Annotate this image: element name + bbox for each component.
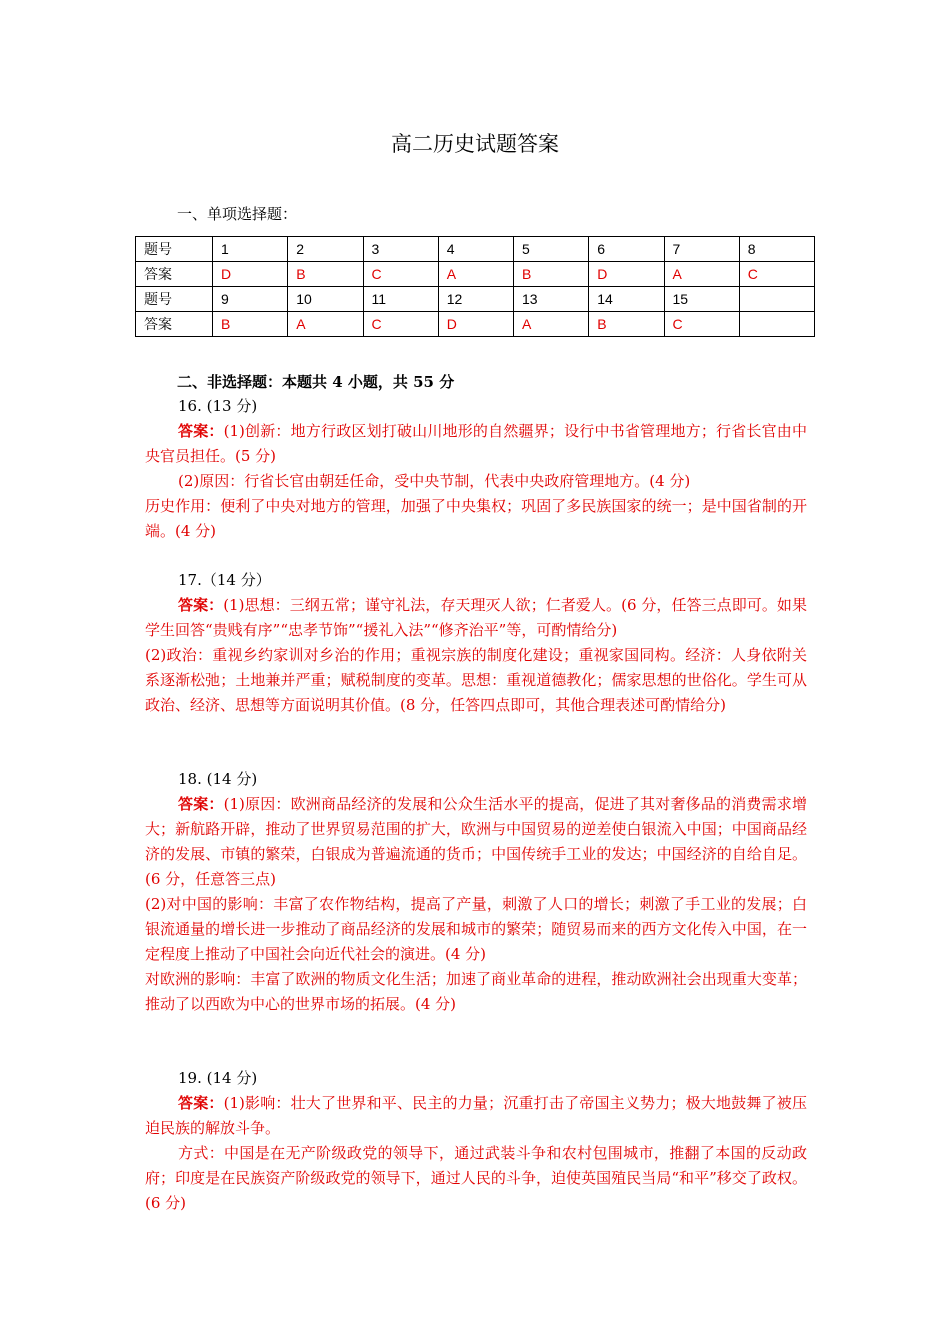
answer-cell: D: [589, 262, 664, 287]
answer-cell: C: [363, 262, 438, 287]
question-number-cell: 2: [288, 237, 363, 262]
question-number-cell: 8: [739, 237, 814, 262]
answer-cell: B: [288, 262, 363, 287]
question-17-number: 17.（14 分）: [178, 571, 271, 589]
answer-label: 答案：: [178, 596, 224, 614]
answer-cell: A: [664, 262, 739, 287]
question-number-cell: 11: [363, 287, 438, 312]
answer-cell: A: [438, 262, 513, 287]
section2-heading: 二、非选择题：本题共 4 小题，共 55 分: [177, 373, 455, 391]
answer-cell: C: [739, 262, 814, 287]
question-number-cell: [739, 287, 814, 312]
answer-text: (1)原因：欧洲商品经济的发展和公众生活水平的提高，促进了其对奢侈品的消费需求增大；新航路开辟，推动了世界贸易范围的扩大，欧洲与中国贸易的逆差使白银流入中国；中国商品经济的发展、市镇的繁荣，白银成为普遍流通的货币；中国传统手工业的发达；中国经济的自给自足。(6 分，任意答三点): [145, 795, 807, 888]
question-number-cell: 13: [514, 287, 589, 312]
answer-label: 答案: [136, 262, 213, 287]
question-18-block: [145, 767, 807, 1017]
multiple-choice-answer-table: [135, 236, 815, 337]
question-19-number: 19. (14 分): [178, 1069, 258, 1087]
question-16-number: 16. (13 分): [178, 397, 258, 415]
question-number-cell: 3: [363, 237, 438, 262]
answer-text: (1)思想：三纲五常；谨守礼法，存天理灭人欲；仁者爱人。(6 分，任答三点即可。如果学生回答“贵贱有序”“忠孝节饰”“援礼入法”“修齐治平”等，可酌情给分): [145, 596, 807, 639]
answer-cell: A: [288, 312, 363, 337]
answer-cell: C: [664, 312, 739, 337]
question-19-answer-part1: [145, 1091, 807, 1141]
question-18-answer-part2: (2)对中国的影响：丰富了农作物结构，提高了产量，刺激了人口的增长；刺激了手工业的发展；白银流通量的增长进一步推动了商品经济的发展和城市的繁荣；随贸易而来的西方文化传入中国，在一定程度上推动了中国社会向近代社会的演进。(4 分): [145, 895, 807, 963]
table-row: [136, 312, 815, 337]
question-number-cell: 6: [589, 237, 664, 262]
question-number-cell: 4: [438, 237, 513, 262]
question-number-cell: 7: [664, 237, 739, 262]
question-16-block: [145, 394, 807, 544]
answer-cell: [739, 312, 814, 337]
question-number-cell: 10: [288, 287, 363, 312]
page-title: 高二历史试题答案: [391, 132, 559, 156]
question-number-cell: 9: [213, 287, 288, 312]
answer-text: (1)影响：壮大了世界和平、民主的力量；沉重打击了帝国主义势力；极大地鼓舞了被压迫民族的解放斗争。: [145, 1094, 807, 1137]
answer-cell: A: [514, 312, 589, 337]
question-18-answer-part3: 对欧洲的影响：丰富了欧洲的物质文化生活；加速了商业革命的进程，推动欧洲社会出现重大变革；推动了以西欧为中心的世界市场的拓展。(4 分): [145, 970, 807, 1013]
question-19-block: [145, 1066, 807, 1216]
question-19-answer-part2: 方式：中国是在无产阶级政党的领导下，通过武装斗争和农村包围城市，推翻了本国的反动政府；印度是在民族资产阶级政党的领导下，通过人民的斗争，迫使英国殖民当局“和平”移交了政权。(6 分): [145, 1144, 807, 1212]
question-number-cell: 1: [213, 237, 288, 262]
question-17-answer-part1: [145, 593, 807, 643]
question-17-block: [145, 568, 807, 718]
question-16-answer-part1: [145, 419, 807, 469]
question-16-answer-part2: (2)原因：行省长官由朝廷任命，受中央节制，代表中央政府管理地方。(4 分): [178, 472, 691, 490]
answer-label: 答案：: [178, 795, 224, 813]
answer-cell: D: [438, 312, 513, 337]
question-number-cell: 12: [438, 287, 513, 312]
answer-label: 答案：: [178, 1094, 224, 1112]
question-number-label: 题号: [136, 237, 213, 262]
question-16-answer-part3: 历史作用：便利了中央对地方的管理，加强了中央集权；巩固了多民族国家的统一；是中国省制的开端。(4 分): [145, 497, 807, 540]
table-row: [136, 237, 815, 262]
answer-label: 答案: [136, 312, 213, 337]
table-row: [136, 262, 815, 287]
answer-cell: D: [213, 262, 288, 287]
question-number-cell: 14: [589, 287, 664, 312]
answer-cell: B: [213, 312, 288, 337]
question-number-cell: 5: [514, 237, 589, 262]
table-row: [136, 287, 815, 312]
question-18-answer-part1: [145, 792, 807, 892]
answer-cell: B: [589, 312, 664, 337]
answer-label: 答案：: [178, 422, 224, 440]
question-number-cell: 15: [664, 287, 739, 312]
answer-cell: C: [363, 312, 438, 337]
question-number-label: 题号: [136, 287, 213, 312]
answer-cell: B: [514, 262, 589, 287]
question-17-answer-part2: (2)政治：重视乡约家训对乡治的作用；重视宗族的制度化建设；重视家国同构。经济：人身依附关系逐渐松弛；土地兼并严重；赋税制度的变革。思想：重视道德教化；儒家思想的世俗化。学生可从政治、经济、思想等方面说明其价值。(8 分，任答四点即可，其他合理表述可酌情给分): [145, 646, 807, 714]
question-18-number: 18. (14 分): [178, 770, 258, 788]
section1-heading: 一、单项选择题：: [177, 205, 298, 223]
answer-text: (1)创新：地方行政区划打破山川地形的自然疆界；设行中书省管理地方；行省长官由中央官员担任。(5 分): [145, 422, 807, 465]
